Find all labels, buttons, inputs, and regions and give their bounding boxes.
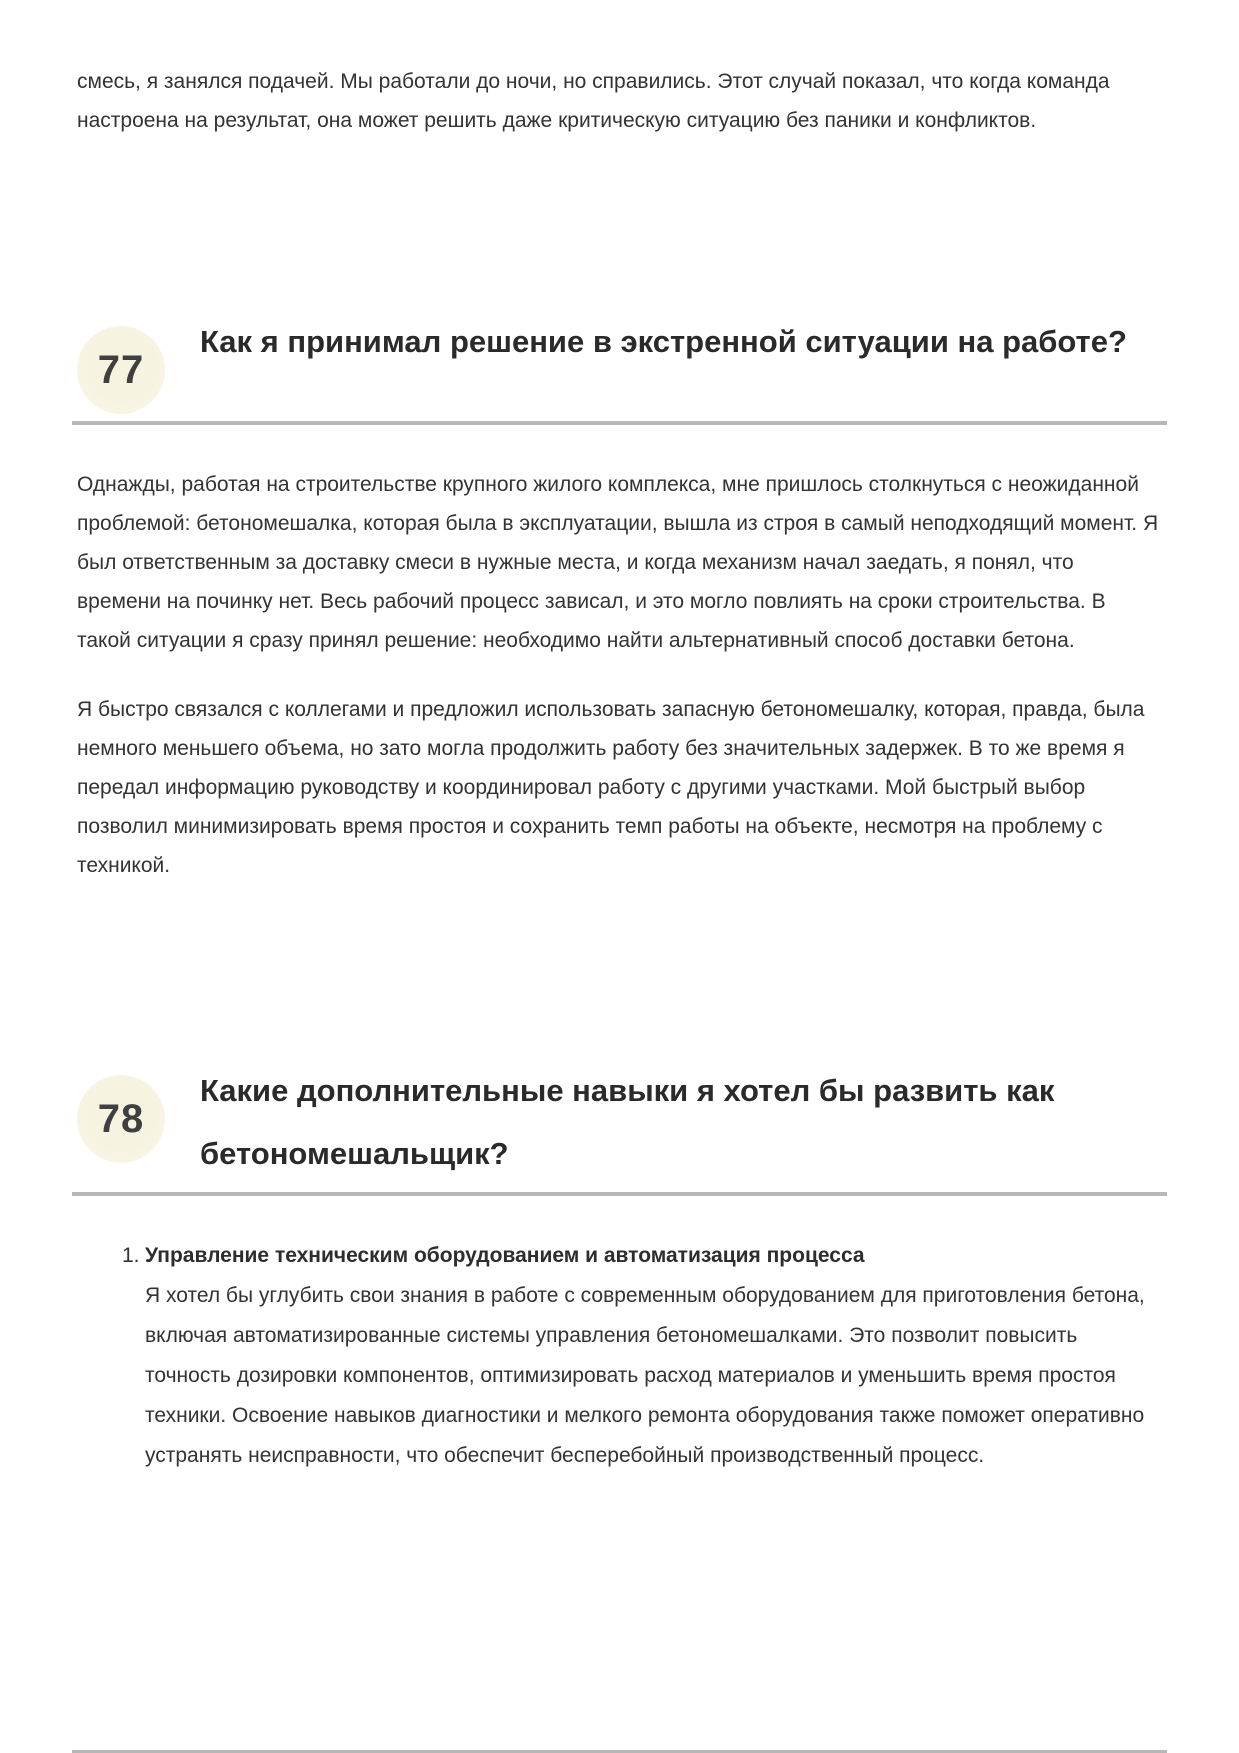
question-section-77 <box>77 310 1163 885</box>
question-title-77: Как я принимал решение в экстренной ситуации на работе? <box>200 324 1127 359</box>
answer-77 <box>77 465 1163 885</box>
question-number-badge-78 <box>77 1075 165 1163</box>
answer-paragraph: Однажды, работая на строительстве крупного жилого комплекса, мне пришлось столкнуться с неожиданной проблемой: бетономешалка, которая была в эксплуатации, вышла из строя в самый неподходящий момент. Я был ответственным за доставку смеси в нужные места, и когда механизм начал заедать, я понял, что времени на починку нет. Весь рабочий процесс зависал, и это могло повлиять на сроки строительства. В такой ситуации я сразу принял решение: необходимо найти альтернативный способ доставки бетона. <box>77 473 1159 652</box>
answer-78-list <box>77 1236 1163 1476</box>
question-header-77 <box>77 310 1163 414</box>
question-section-78 <box>77 1059 1163 1476</box>
question-title-78: Какие дополнительные навыки я хотел бы развить как бетономешальщик? <box>200 1073 1055 1171</box>
intro-paragraph: смесь, я занялся подачей. Мы работали до ночи, но справились. Этот случай показал, что когда команда настроена на результат, она может решить даже критическую ситуацию без паники и конфликтов. <box>77 70 1110 132</box>
question-header-78 <box>77 1059 1163 1185</box>
question-number-77: 77 <box>97 347 145 392</box>
section-divider-77 <box>72 421 1167 425</box>
list-item-title: Управление техническим оборудованием и автоматизация процесса <box>145 1244 865 1267</box>
list-item-number: 1. <box>122 1244 140 1267</box>
question-number-badge-77 <box>77 326 165 414</box>
section-divider-78 <box>72 1192 1167 1196</box>
question-number-78: 78 <box>97 1096 145 1141</box>
answer-paragraph: Я быстро связался с коллегами и предложил использовать запасную бетономешалку, которая, правда, была немного меньшего объема, но зато могла продолжить работу без значительных задержек. В то же время я передал информацию руководству и координировал работу с другими участками. Мой быстрый выбор позволил минимизировать время простоя и сохранить темп работы на объекте, несмотря на проблему с техникой. <box>77 698 1145 877</box>
list-item-body: Я хотел бы углубить свои знания в работе с современным оборудованием для приготовления бетона, включая автоматизированные системы управления бетономешалками. Это позволит повысить точность дозировки компонентов, оптимизировать расход материалов и уменьшить время простоя техники. Освоение навыков диагностики и мелкого ремонта оборудования также поможет оперативно устранять неисправности, что обеспечит бесперебойный производственный процесс. <box>145 1284 1145 1467</box>
list-item <box>77 1236 1163 1476</box>
